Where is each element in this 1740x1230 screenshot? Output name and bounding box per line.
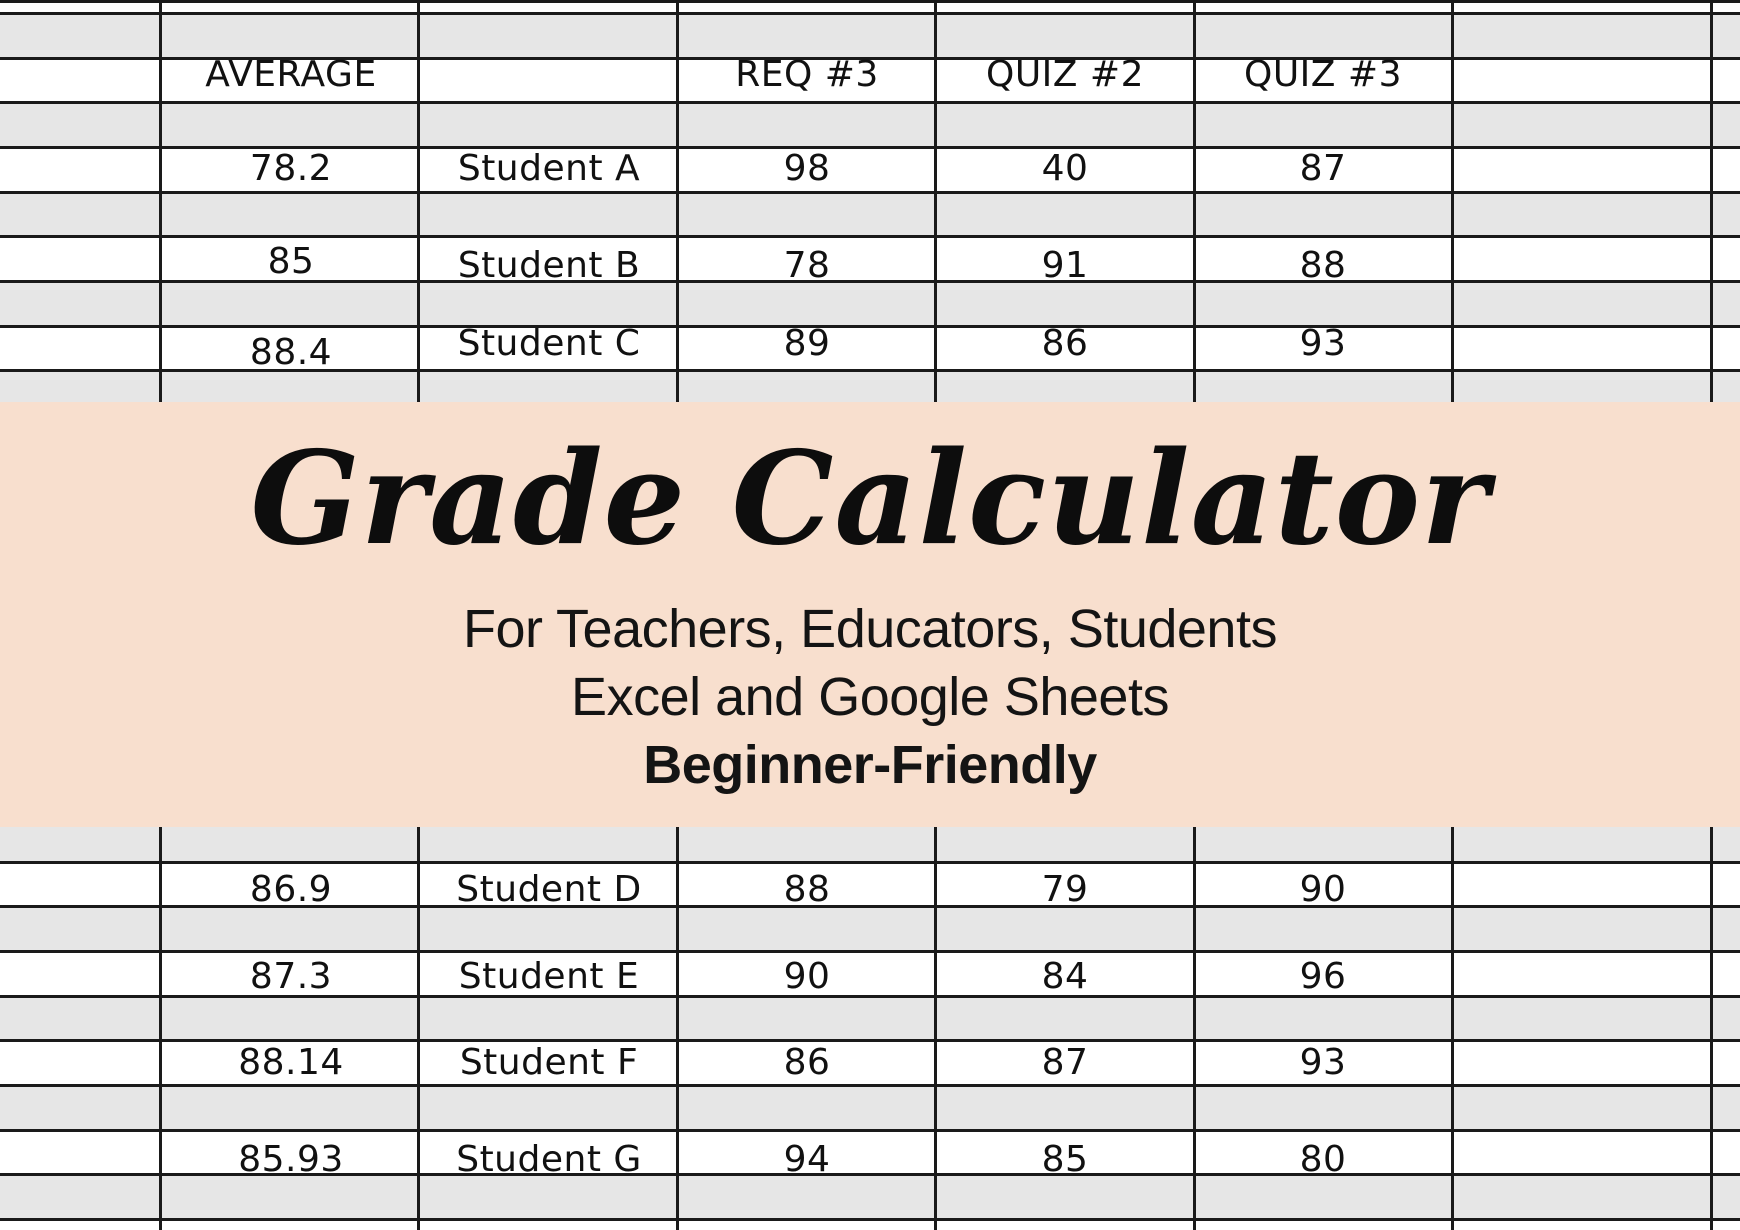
- cell-average: 86.9: [249, 869, 333, 910]
- cell-average: 85.93: [238, 1139, 344, 1180]
- header-quiz3: QUIZ #3: [1244, 54, 1402, 95]
- cell-student: Student G: [456, 1139, 642, 1180]
- grid-row: [0, 995, 1740, 1039]
- title-banner: [0, 402, 1740, 827]
- grid-row: [0, 101, 1740, 146]
- cell-average: 78.2: [249, 148, 333, 189]
- header-average: AVERAGE: [205, 54, 377, 95]
- banner-audience: For Teachers, Educators, Students: [463, 599, 1277, 659]
- cell-req3: 94: [783, 1139, 831, 1180]
- banner-title: Grade Calculator: [250, 424, 1490, 574]
- cell-average: 88.14: [238, 1042, 344, 1083]
- cell-req3: 90: [783, 956, 831, 997]
- cell-req3: 98: [783, 148, 831, 189]
- grid-row: [0, 191, 1740, 235]
- banner-platforms: Excel and Google Sheets: [571, 667, 1169, 727]
- header-quiz2: QUIZ #2: [986, 54, 1144, 95]
- cell-student: Student E: [458, 956, 640, 997]
- cell-student: Student C: [457, 323, 641, 364]
- cell-quiz3: 93: [1299, 323, 1347, 364]
- cell-quiz3: 93: [1299, 1042, 1347, 1083]
- cell-quiz2: 87: [1041, 1042, 1089, 1083]
- cell-average: 88.4: [249, 332, 333, 373]
- cell-quiz2: 91: [1041, 245, 1089, 286]
- cell-average: 87.3: [249, 956, 333, 997]
- cell-quiz3: 96: [1299, 956, 1347, 997]
- cell-req3: 89: [783, 323, 831, 364]
- cell-quiz3: 87: [1299, 148, 1347, 189]
- cell-req3: 86: [783, 1042, 831, 1083]
- cell-quiz3: 90: [1299, 869, 1347, 910]
- cell-average: 85: [267, 241, 315, 282]
- grid-row: [0, 0, 1740, 12]
- grid-row: [0, 1084, 1740, 1129]
- grid-row: [0, 280, 1740, 325]
- cell-student: Student B: [457, 245, 641, 286]
- cell-student: Student F: [459, 1042, 639, 1083]
- cell-quiz2: 79: [1041, 869, 1089, 910]
- grid-row: [0, 12, 1740, 57]
- cell-quiz2: 40: [1041, 148, 1089, 189]
- cell-req3: 78: [783, 245, 831, 286]
- cell-quiz2: 84: [1041, 956, 1089, 997]
- cell-student: Student A: [457, 148, 641, 189]
- header-req3: REQ #3: [735, 54, 879, 95]
- grid-row: [0, 905, 1740, 950]
- cell-quiz3: 88: [1299, 245, 1347, 286]
- cell-req3: 88: [783, 869, 831, 910]
- cell-quiz2: 86: [1041, 323, 1089, 364]
- banner-tagline: Beginner-Friendly: [643, 735, 1097, 795]
- grid-row: [0, 1218, 1740, 1230]
- cell-quiz3: 80: [1299, 1139, 1347, 1180]
- cell-quiz2: 85: [1041, 1139, 1089, 1180]
- cell-student: Student D: [456, 869, 642, 910]
